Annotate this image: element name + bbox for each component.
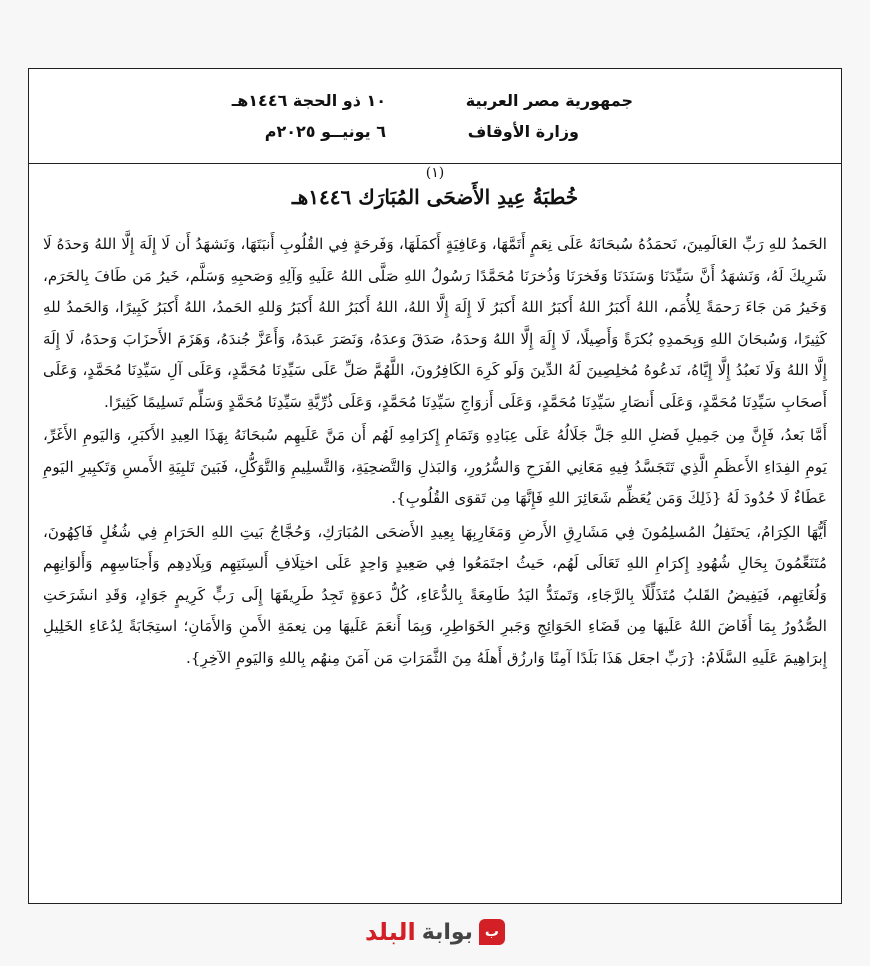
page-number: (١)	[425, 165, 445, 181]
logo-icon: ب	[479, 919, 505, 945]
logo-text-red: البلد	[365, 918, 416, 946]
sermon-document	[28, 68, 842, 904]
ministry-name: وزارة الأوقاف	[467, 122, 579, 141]
logo-text-gray: بوابة	[421, 919, 473, 945]
sermon-text	[43, 229, 827, 676]
sermon-title: خُطبَةُ عِيدِ الأَضحَى المُبَارَك ١٤٤٦هـ	[291, 185, 579, 209]
gregorian-date: ٦ يونيــو ٢٠٢٥م	[264, 122, 386, 141]
document-body	[29, 163, 841, 903]
watermark-logo	[330, 912, 540, 952]
paragraph-3: أَيُّهَا الكِرَامُ، يَحتَفِلُ المُسلِمُونَ فِي مَشَارِقِ الأَرضِ وَمَغَارِبِهَا بِعِيدِ الأَضحَى المُبَارَكِ، وَحُجَّاجُ بَيتِ اللهِ الحَرَامِ فِي شُغُلٍ فَاكِهُونَ، مُتَنَعِّمُونَ بِحَالِ شُهُودِ إِكرَامِ اللهِ تَعَالَى لَهُم، حَيثُ اجتَمَعُوا فِي صَعِيدٍ وَاحِدٍ عَلَى اختِلَافِ أَلسِنَتِهِم وَبِلَادِهِم وَأَجنَاسِهِم وَأَلوَانِهِم وَلُغَاتِهِم، فَيَفِيضُ القَلبُ مُتَذَلِّلًا بِالرَّجَاءِ، وَتَمتَدُّ اليَدُ طَامِعَةً بِالدُّعَاءِ، كُلُّ دَعوَةٍ تَجِدُ طَرِيقَهَا إِلَى رَبٍّ كَرِيمٍ جَوَادٍ، وَقَدِ انشَرَحَتِ الصُّدُورُ بِمَا أَفَاضَ اللهُ عَلَيهَا مِن قَضَاءِ الحَوَائِجِ وَجَبرِ الخَوَاطِرِ، وَبِمَا أَنعَمَ عَلَيهَا مِن نِعمَةِ الأَمنِ وَالأَمَانِ؛ استِجَابَةً لِدُعَاءِ الخَلِيلِ إِبرَاهِيمَ عَلَيهِ السَّلَامُ: {رَبِّ اجعَل هَذَا بَلَدًا آمِنًا وَارزُق أَهلَهُ مِنَ الثَّمَرَاتِ مَن آمَنَ مِنهُم بِاللهِ وَاليَومِ الآخِرِ}.	[43, 522, 827, 667]
country-name: جمهورية مصر العربية	[465, 91, 633, 110]
document-header	[29, 69, 841, 164]
paragraph-1: الحَمدُ للهِ رَبِّ العَالَمِينَ، نَحمَدُهُ سُبحَانَهُ عَلَى نِعَمٍ أَتَمَّهَا، وَعَافِيَةٍ أَكمَلَهَا، وَفَرحَةٍ فِي القُلُوبِ أَنبَتَهَا، وَنَشهَدُ أَن لَا إِلَهَ إِلَّا اللهُ وَحدَهُ لَا شَرِيكَ لَهُ، وَنَشهَدُ أَنَّ سَيِّدَنَا وَسَنَدَنَا وَفَخرَنَا وَذُخرَنَا مُحَمَّدًا رَسُولُ اللهِ صَلَّى اللهُ عَلَيهِ وَآلِهِ وَصَحبِهِ وَسَلَّم، خَيرُ مَن طَافَ بِالحَرَم، وَخَيرُ مَن جَاءَ رَحمَةً لِلأُمَم، اللهُ أَكبَرُ اللهُ أَكبَرُ اللهُ أَكبَرُ لَا إِلَهَ إِلَّا اللهُ، اللهُ أَكبَرُ اللهُ أَكبَرُ وَللهِ الحَمدُ، اللهُ أَكبَرُ كَبِيرًا، وَالحَمدُ للهِ كَثِيرًا، وَسُبحَانَ اللهِ وَبِحَمدِهِ بُكرَةً وَأَصِيلًا، لَا إِلَهَ إِلَّا اللهُ وَحدَهُ، صَدَقَ وَعدَهُ، وَنَصَرَ عَبدَهُ، وَأَعَزَّ جُندَهُ، وَهَزَمَ الأَحزَابَ وَحدَهُ، لَا إِلَهَ إِلَّا اللهُ وَلَا نَعبُدُ إِلَّا إِيَّاهُ، نَدعُوهُ مُخلِصِينَ لَهُ الدِّينَ وَلَو كَرِهَ الكَافِرُونَ، اللَّهُمَّ صَلِّ عَلَى سَيِّدِنَا مُحَمَّدٍ، وَعَلَى آلِ سَيِّدِنَا مُحَمَّدٍ، وَعَلَى أَصحَابِ سَيِّدِنَا مُحَمَّدٍ، وَعَلَى أَنصَارِ سَيِّدِنَا مُحَمَّدٍ، وَعَلَى أَزوَاجِ سَيِّدِنَا مُحَمَّدٍ، وَعَلَى ذُرِّيَّةِ سَيِّدِنَا مُحَمَّدٍ وَسَلِّم تَسلِيمًا كَثِيرًا.	[43, 235, 827, 411]
paragraph-2: أَمَّا بَعدُ، فَإِنَّ مِن جَمِيلِ فَضلِ اللهِ جَلَّ جَلَالُهُ عَلَى عِبَادِهِ وَتَمَامِ إِكرَامِهِ لَهُم أَن مَنَّ عَلَيهِم سُبحَانَهُ بِهَذَا العِيدِ الأَكبَرِ، وَاليَومِ الأَغَرِّ، يَومِ الفِدَاءِ الأَعظَمِ الَّذِي تَتَجَسَّدُ فِيهِ مَعَانِي الفَرَحِ وَالسُّرُورِ، وَالبَذلِ وَالتَّضحِيَةِ، وَالتَّسلِيمِ وَالتَّوَكُّلِ، فَبَينَ تَلبِيَةِ الأَمسِ وَتَكبِيرِ اليَومِ عَطَاءٌ لَا حُدُودَ لَهُ {ذَلِكَ وَمَن يُعَظِّم شَعَائِرَ اللهِ فَإِنَّهَا مِن تَقوَى القُلُوبِ}.	[43, 426, 828, 507]
hijri-date: ١٠ ذو الحجة ١٤٤٦هـ	[231, 91, 386, 110]
